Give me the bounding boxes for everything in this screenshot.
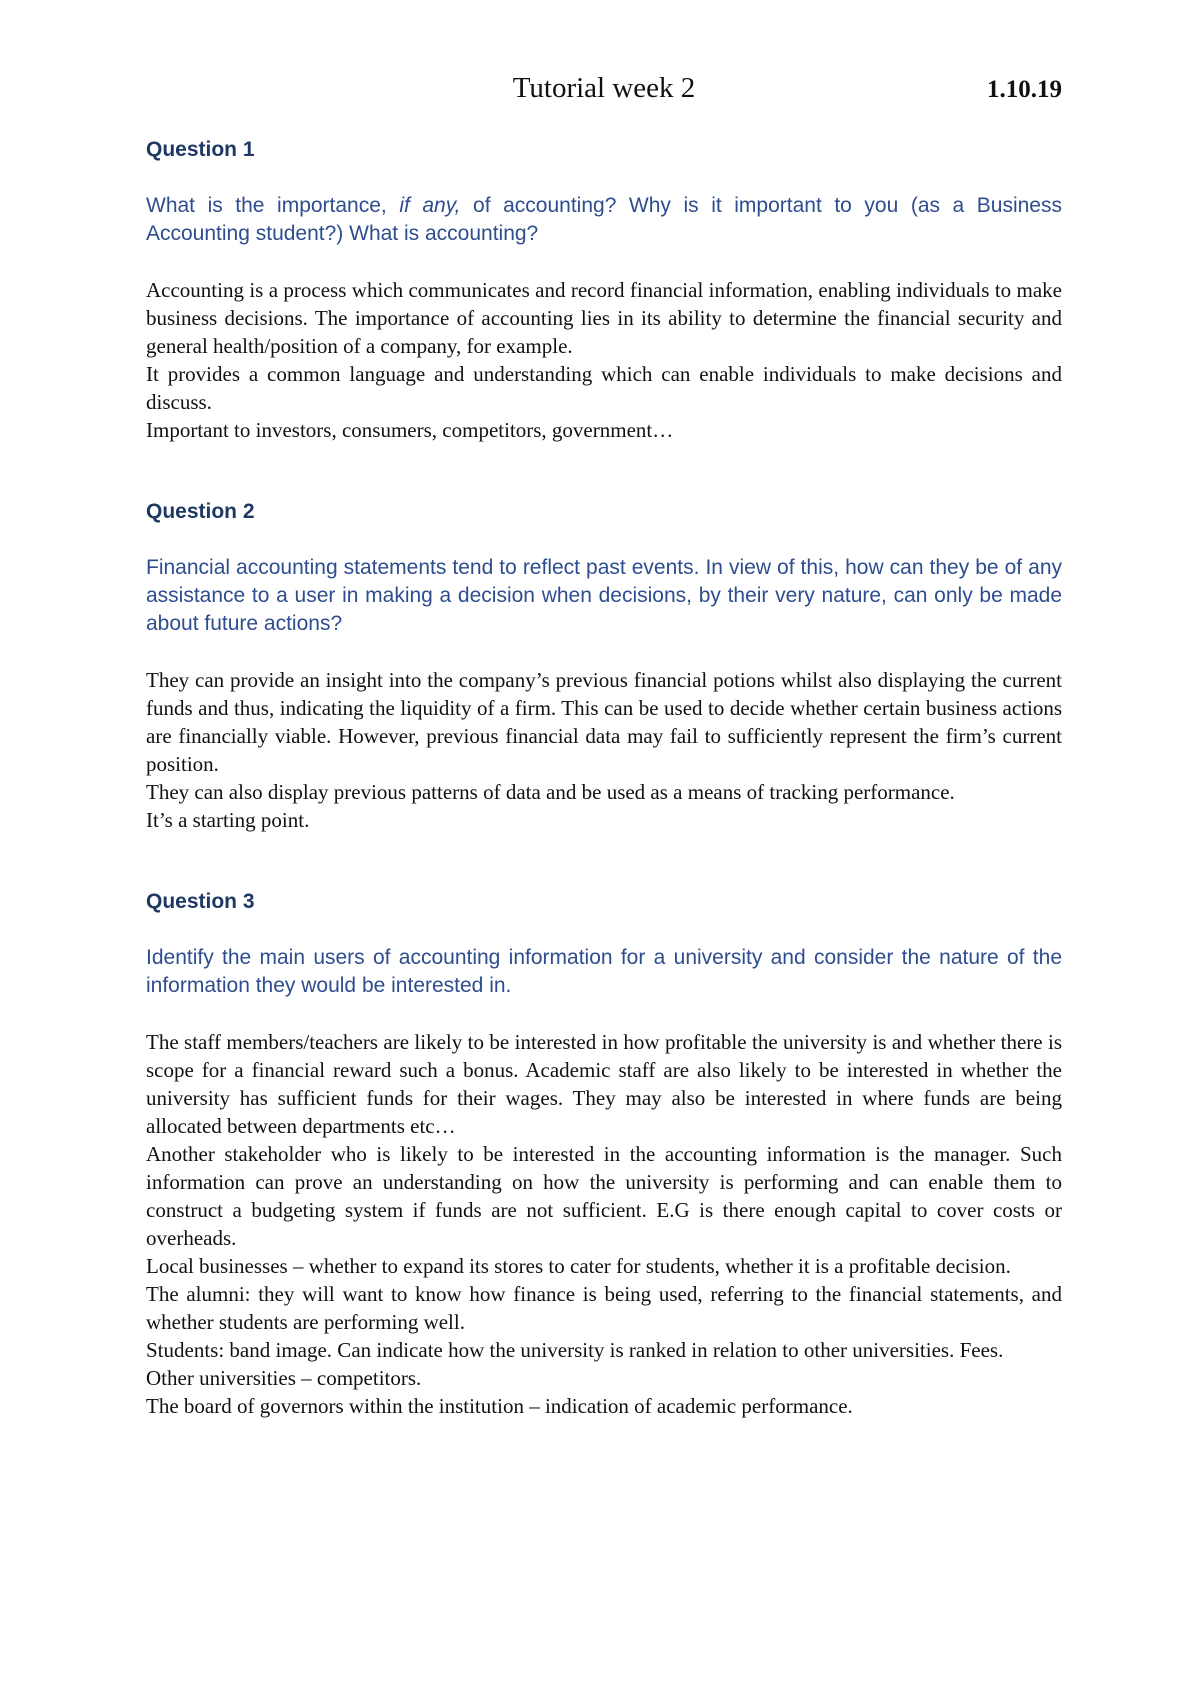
question-1-prompt-after: of accounting? Why is it important to you (as a Business Accounting student?) What is accounting?: [146, 194, 1062, 245]
question-1-answer-paragraph: Important to investors, consumers, competitors, government…: [146, 418, 674, 442]
question-3-heading: Question 3: [146, 890, 255, 913]
question-3-answer-paragraph: The staff members/teachers are likely to be interested in how profitable the university is and whether there is scope for a financial reward such a bonus. Academic staff are also likely to be interested in whether the university has sufficient funds for their wages. They may also be interested in where funds are being allocated between departments etc…: [146, 1030, 1062, 1138]
question-2-prompt: Financial accounting statements tend to reflect past events. In view of this, how can they be of any assistance to a user in making a decision when decisions, by their very nature, can only be made about future actions?: [146, 556, 1062, 635]
question-3-answer-paragraph: Another stakeholder who is likely to be interested in the accounting information is the manager. Such information can prove an understanding on how the university is performing and can enable them to construct a budgeting system if funds are not sufficient. E.G is there enough capital to cover costs or overheads.: [146, 1142, 1062, 1250]
document-header: [146, 68, 1062, 108]
question-1-answer-paragraph: It provides a common language and understanding which can enable individuals to make decisions and discuss.: [146, 362, 1062, 414]
question-1-prompt-emphasis: if any,: [399, 194, 461, 217]
question-2-heading: Question 2: [146, 500, 255, 523]
question-1-answer-paragraph: Accounting is a process which communicates and record financial information, enabling individuals to make business decisions. The importance of accounting lies in its ability to determine the financial security and general health/position of a company, for example.: [146, 278, 1062, 358]
question-3-answer-paragraph: Local businesses – whether to expand its stores to cater for students, whether it is a profitable decision.: [146, 1254, 1011, 1278]
question-3-section: [146, 888, 1062, 1420]
question-3-answer-paragraph: The board of governors within the institution – indication of academic performance.: [146, 1394, 853, 1418]
question-2-answer-paragraph: It’s a starting point.: [146, 808, 310, 832]
question-1-prompt-before: What is the importance,: [146, 194, 400, 217]
question-3-answer-paragraph: Students: band image. Can indicate how the university is ranked in relation to other universities. Fees.: [146, 1338, 1004, 1362]
question-3-answer-paragraph: Other universities – competitors.: [146, 1366, 422, 1390]
question-1-heading: Question 1: [146, 138, 255, 161]
question-2-answer-paragraph: They can also display previous patterns of data and be used as a means of tracking performance.: [146, 780, 955, 804]
question-3-prompt: Identify the main users of accounting information for a university and consider the nature of the information they would be interested in.: [146, 946, 1062, 997]
question-2-answer-paragraph: They can provide an insight into the company’s previous financial potions whilst also displaying the current funds and thus, indicating the liquidity of a firm. This can be used to decide whether certain business actions are financially viable. However, previous financial data may fail to sufficiently represent the firm’s current position.: [146, 668, 1062, 776]
document-date: 1.10.19: [987, 76, 1062, 103]
question-2-section: [146, 498, 1062, 834]
question-3-answer-paragraph: The alumni: they will want to know how finance is being used, referring to the financial statements, and whether students are performing well.: [146, 1282, 1062, 1334]
document-title: Tutorial week 2: [512, 72, 696, 104]
document-page: [146, 68, 1062, 1420]
question-1-prompt: [146, 192, 1062, 248]
question-1-section: [146, 136, 1062, 444]
